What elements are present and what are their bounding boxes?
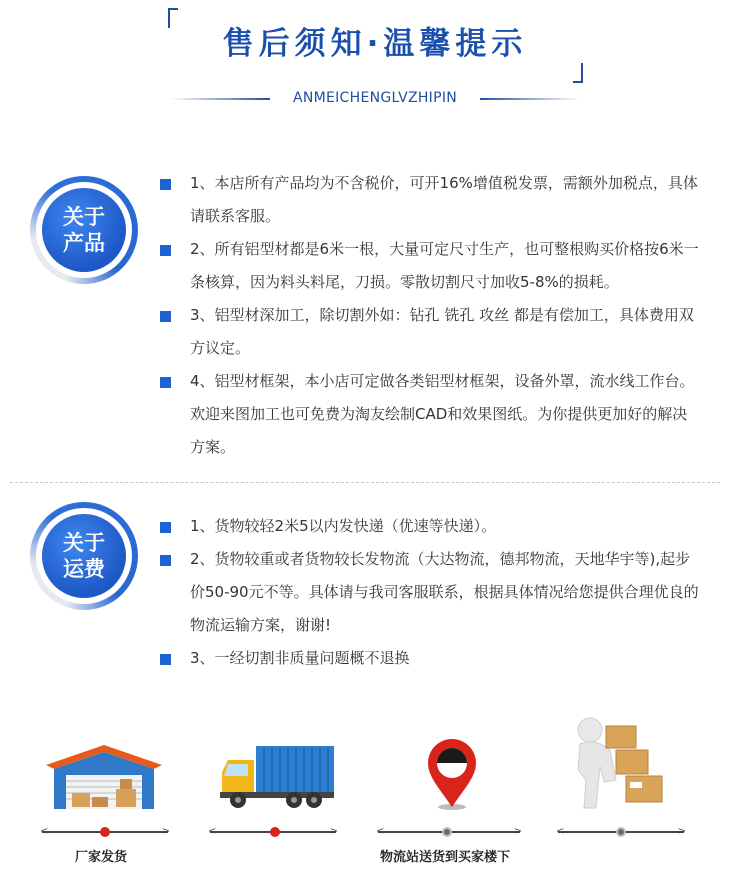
shipping-badge <box>30 502 138 610</box>
product-note-2: 2、所有铝型材都是6米一根，大量可定尺寸生产，也可整根购买价格按6米一 条核算，因为料头料尾，刀损。零散切割尺寸加收5-8%的损耗。 <box>160 233 720 299</box>
location-pin-icon <box>424 737 480 813</box>
bullet-square-icon <box>160 377 171 388</box>
product-note-1: 1、本店所有产品均为不含税价，可开16%增值税发票，需额外加税点，具体 请联系客服。 <box>160 167 720 233</box>
timeline-dot-icon <box>616 827 626 837</box>
product-note-3: 3、铝型材深加工，除切割外如：钻孔 铣孔 攻丝 都是有偿加工，具体费用双 方议定。 <box>160 299 720 365</box>
timeline-step-1: < > <box>40 826 170 837</box>
timeline-dot-icon <box>100 827 110 837</box>
timeline-step-4: < > <box>556 826 686 837</box>
subtitle-line-right <box>480 98 580 100</box>
warehouse-icon <box>44 743 164 811</box>
timeline-dot-icon <box>442 827 452 837</box>
step1-caption: 厂家发货 <box>75 850 128 865</box>
bullet-square-icon <box>160 654 171 665</box>
product-badge <box>30 176 138 284</box>
section-divider <box>10 482 720 483</box>
bullet-square-icon <box>160 522 171 533</box>
subtitle-line-left <box>170 98 270 100</box>
title-bracket-bottom-right <box>573 63 583 83</box>
page-title: 售后须知·温馨提示 <box>222 26 528 62</box>
shipping-badge-line1: 关于 <box>63 531 105 555</box>
shipping-badge-line2: 运费 <box>63 557 105 581</box>
shipping-notes-list <box>160 510 720 675</box>
timeline-dot-icon <box>270 827 280 837</box>
bullet-square-icon <box>160 245 171 256</box>
shipping-note-2: 2、货物较重或者货物较长发物流（大达物流，德邦物流，天地华宇等),起步 价50-90元不等。具体请与我司客服联系，根据具体情况给您提供合理优良的 物流运输方案，谢谢! <box>160 543 720 642</box>
delivery-man-icon <box>560 710 670 810</box>
product-note-4: 4、铝型材框架，本小店可定做各类铝型材框架，设备外罩，流水线工作台。 欢迎来图加工也可免费为淘友绘制CAD和效果图纸。为你提供更加好的解决 方案。 <box>160 365 720 464</box>
shipping-note-1: 1、货物较轻2米5以内发快递（优速等快递）。 <box>160 510 720 543</box>
product-badge-line2: 产品 <box>63 231 105 255</box>
step3-caption: 物流站送货到买家楼下 <box>380 850 511 865</box>
timeline-step-2: < > <box>208 826 338 837</box>
shipping-note-3: 3、一经切割非质量问题概不退换 <box>160 642 720 675</box>
page-subtitle: ANMEICHENGLVZHIPIN <box>292 90 458 106</box>
product-badge-line1: 关于 <box>63 205 105 229</box>
bullet-square-icon <box>160 179 171 190</box>
bullet-square-icon <box>160 555 171 566</box>
bullet-square-icon <box>160 311 171 322</box>
timeline-step-3: < > <box>376 826 522 837</box>
truck-icon <box>218 742 336 812</box>
product-notes-list <box>160 167 720 464</box>
